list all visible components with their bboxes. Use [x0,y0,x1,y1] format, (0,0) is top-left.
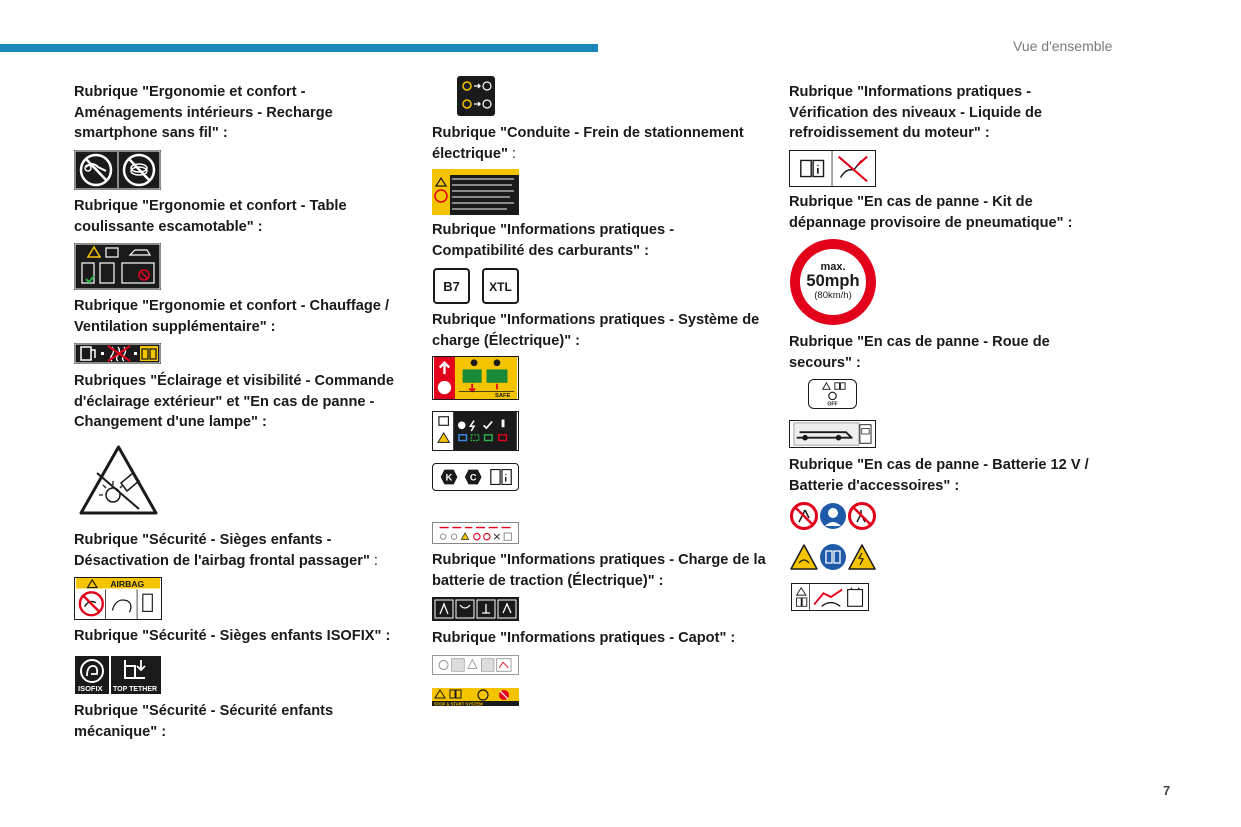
no-metal-objects-icon [74,150,161,190]
top-tether-text: TOP TETHER [113,686,158,693]
heading-frein-stationnement: Rubrique "Conduite - Frein de stationnement électrique" : [432,125,744,162]
heading-recharge-smartphone: Rubrique "Ergonomie et confort - Aménagements intérieurs - Recharge smartphone sans fil" : [74,84,333,142]
heading-table-coulissante: Rubrique "Ergonomie et confort - Table coulissante escamotable" : [74,198,347,235]
svg-text:C: C [469,472,477,483]
sliding-table-label [74,243,161,290]
child-seat-icon [81,660,103,682]
wireless-charging-label [74,150,161,190]
explosive-icon [849,545,875,569]
connector-kc-label [432,463,519,491]
section-title: Vue d'ensemble [1013,38,1113,54]
speed-kmh-text: (80km/h) [814,290,852,301]
anchor-icon [137,660,145,670]
heading-systeme-charge: Rubrique "Informations pratiques - Système de charge (Électrique)" : [432,312,760,349]
spare-wheel-off-label [808,379,857,409]
parking-brake-warning-label [432,169,519,215]
heading-kit-depannage: Rubrique "En cas de panne - Kit de dépannage provisoire de pneumatique" : [789,194,1073,231]
coolant-warning-label [789,150,876,187]
engine-icon [829,392,836,399]
fuel-b7-label [433,268,470,304]
manual-icon [491,470,511,485]
lamp-warning-label [77,443,160,518]
vehicle-icon [463,369,482,382]
parking-brake-switch-label [457,76,495,116]
battery-warning-label [789,543,876,571]
heading-batterie-traction: Rubrique "Informations pratiques - Charge de la batterie de traction (Électrique)" : [432,552,766,589]
arrow-icon [474,84,480,88]
jump-start-label [791,583,869,611]
manual-icon [820,544,846,570]
clock-icon [458,422,466,430]
airbag-text: AIRBAG [110,579,145,590]
fuel-xtl-label [482,268,519,304]
alert-icon [502,420,505,428]
heading-liquide-refroidissement: Rubrique "Informations pratiques - Vérification des niveaux - Liquide de refroidissement du moteur" : [789,84,1043,142]
manual-icon [450,690,461,698]
fuel-xtl-text: XTL [489,280,512,294]
airbag-deploy-icon [112,600,131,612]
speed-mph-text: 50mph [806,272,860,290]
heading-batterie-12v: Rubrique "En cas de panne - Batterie 12 V / Batterie d'accessoires" : [789,457,1089,494]
charging-safe-label [432,356,519,400]
fuel-b7-text: B7 [443,279,460,294]
page-number: 7 [1163,783,1171,798]
speed-max-text: max. [820,261,846,273]
manual-icon [797,598,807,606]
airbag-warning-label [74,577,162,620]
charge-status-label [432,411,519,451]
heading-securite-enfants: Rubrique "Sécurité - Sécurité enfants mécanique" : [74,703,334,740]
svg-text:K: K [445,472,453,483]
heater-label [74,343,161,364]
header-accent-bar [0,44,598,52]
safe-text: SAFE [495,393,511,399]
traction-charge-label [432,597,519,621]
heading-eclairage: Rubriques "Éclairage et visibilité - Commande d'éclairage extérieur" et "En cas de panne - Changement d'une lampe" : [74,373,394,431]
corrosive-icon [791,545,817,569]
warning-icon [797,588,806,595]
warning-icon [823,383,830,390]
warning-icon [435,690,445,698]
speed-limit-sign [789,238,877,326]
engine-icon [478,690,488,700]
heading-chauffage: Rubrique "Ergonomie et confort - Chauffage / Ventilation supplémentaire" : [74,298,390,335]
heading-roue-secours: Rubrique "En cas de panne - Roue de secours" : [789,334,1050,371]
manual-icon [801,160,824,176]
manual-icon [835,383,845,390]
heading-capot: Rubrique "Informations pratiques - Capot" : [432,630,736,646]
seat-icon [143,594,153,611]
warning-icon [461,533,468,539]
parking-icon [463,82,471,90]
spare-wheel-diagram-label [789,420,876,448]
traction-battery-small-label [432,522,519,544]
warning-icon [468,660,477,669]
isofix-text: ISOFIX [78,684,103,693]
battery-icon [848,590,863,607]
heading-carburants: Rubrique "Informations pratiques - Compatibilité des carburants" : [432,222,675,259]
isofix-label [75,656,109,694]
top-tether-label [111,656,161,694]
stop-start-text: STOP & START SYSTEM [434,701,483,706]
plug-icon [438,381,451,394]
stop-start-label [432,688,519,706]
off-text: OFF [827,401,838,408]
heading-airbag-frontal: Rubrique "Sécurité - Sièges enfants - Désactivation de l'airbag frontal passager" : [74,532,378,569]
heading-isofix: Rubrique "Sécurité - Sièges enfants ISOFIX" : [74,628,391,644]
hood-label [432,655,519,675]
battery-prohibition-label [789,502,876,530]
